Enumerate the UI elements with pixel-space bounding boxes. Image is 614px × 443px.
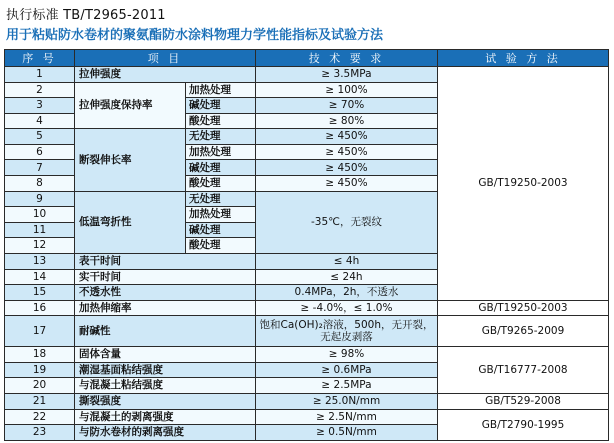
row-no: 20 — [5, 378, 75, 394]
row-sub: 无处理 — [186, 129, 256, 145]
row-item: 拉伸强度 — [75, 67, 256, 83]
row-item: 断裂伸长率 — [75, 129, 186, 191]
row-req: ≥ 2.5N/mm — [256, 409, 438, 425]
row-req: ≥ 0.5N/mm — [256, 425, 438, 441]
row-req: ≥ 450% — [256, 176, 438, 192]
method-cell: GB/T2790-1995 — [438, 409, 609, 440]
row-sub: 酸处理 — [186, 113, 256, 129]
row-sub: 碱处理 — [186, 98, 256, 114]
row-item: 实干时间 — [75, 269, 256, 285]
header-no: 序 号 — [5, 50, 75, 67]
row-no: 7 — [5, 160, 75, 176]
row-no: 15 — [5, 285, 75, 301]
method-cell: GB/T19250-2003 — [438, 300, 609, 316]
row-no: 3 — [5, 98, 75, 114]
row-item: 撕裂强度 — [75, 393, 256, 409]
row-sub: 碱处理 — [186, 222, 256, 238]
row-no: 10 — [5, 207, 75, 223]
row-sub: 无处理 — [186, 191, 256, 207]
table-row — [5, 409, 609, 425]
row-no: 13 — [5, 253, 75, 269]
row-item: 耐碱性 — [75, 316, 256, 347]
row-req: ≥ 450% — [256, 144, 438, 160]
row-no: 22 — [5, 409, 75, 425]
table-row — [5, 393, 609, 409]
row-no: 4 — [5, 113, 75, 129]
row-no: 21 — [5, 393, 75, 409]
row-req: 饱和Ca(OH)₂溶液，500h，无开裂，无起皮剥落 — [256, 316, 438, 347]
row-req: ≥ 100% — [256, 82, 438, 98]
table-title: 用于粘贴防水卷材的聚氨酯防水涂料物理力学性能指标及试验方法 — [6, 28, 384, 43]
row-req: ≤ 24h — [256, 269, 438, 285]
header-requirement: 技 术 要 求 — [256, 50, 438, 67]
standard-label: 执行标准 TB/T2965-2011 — [6, 8, 166, 23]
row-req: ≥ 98% — [256, 347, 438, 363]
table-row — [5, 347, 609, 363]
row-item: 与防水卷材的剥离强度 — [75, 425, 256, 441]
row-no: 16 — [5, 300, 75, 316]
row-item: 与混凝土粘结强度 — [75, 378, 256, 394]
row-req: ≤ 4h — [256, 253, 438, 269]
method-cell: GB/T9265-2009 — [438, 316, 609, 347]
row-no: 14 — [5, 269, 75, 285]
row-no: 12 — [5, 238, 75, 254]
table-row — [5, 316, 609, 347]
row-sub: 加热处理 — [186, 207, 256, 223]
row-item: 潮湿基面粘结强度 — [75, 362, 256, 378]
row-sub: 加热处理 — [186, 144, 256, 160]
row-req: ≥ 3.5MPa — [256, 67, 438, 83]
header-row — [5, 50, 609, 67]
header-method: 试 验 方 法 — [438, 50, 609, 67]
row-item: 固体含量 — [75, 347, 256, 363]
row-no: 8 — [5, 176, 75, 192]
method-cell: GB/T19250-2003 — [438, 67, 609, 301]
row-req: ≥ -4.0%，≤ 1.0% — [256, 300, 438, 316]
row-no: 9 — [5, 191, 75, 207]
spec-table — [4, 49, 609, 441]
row-no: 19 — [5, 362, 75, 378]
row-no: 2 — [5, 82, 75, 98]
row-item: 表干时间 — [75, 253, 256, 269]
row-sub: 碱处理 — [186, 160, 256, 176]
row-item: 加热伸缩率 — [75, 300, 256, 316]
table-row — [5, 300, 609, 316]
row-item: 低温弯折性 — [75, 191, 186, 253]
method-cell: GB/T529-2008 — [438, 393, 609, 409]
row-no: 5 — [5, 129, 75, 145]
row-sub: 酸处理 — [186, 238, 256, 254]
row-item: 与混凝土的剥离强度 — [75, 409, 256, 425]
row-req: ≥ 80% — [256, 113, 438, 129]
row-req: 0.4MPa，2h，不透水 — [256, 285, 438, 301]
row-item: 拉伸强度保持率 — [75, 82, 186, 129]
header-item: 项 目 — [75, 50, 256, 67]
row-no: 1 — [5, 67, 75, 83]
row-req: ≥ 25.0N/mm — [256, 393, 438, 409]
method-cell: GB/T16777-2008 — [438, 347, 609, 394]
row-req: ≥ 0.6MPa — [256, 362, 438, 378]
row-no: 6 — [5, 144, 75, 160]
row-sub: 酸处理 — [186, 176, 256, 192]
row-req: ≥ 450% — [256, 129, 438, 145]
row-no: 18 — [5, 347, 75, 363]
row-no: 23 — [5, 425, 75, 441]
row-req: ≥ 2.5MPa — [256, 378, 438, 394]
row-req: ≥ 70% — [256, 98, 438, 114]
row-item: 不透水性 — [75, 285, 256, 301]
row-req: ≥ 450% — [256, 160, 438, 176]
row-sub: 加热处理 — [186, 82, 256, 98]
table-row — [5, 67, 609, 83]
row-req: -35℃，无裂纹 — [256, 191, 438, 253]
row-no: 11 — [5, 222, 75, 238]
row-no: 17 — [5, 316, 75, 347]
